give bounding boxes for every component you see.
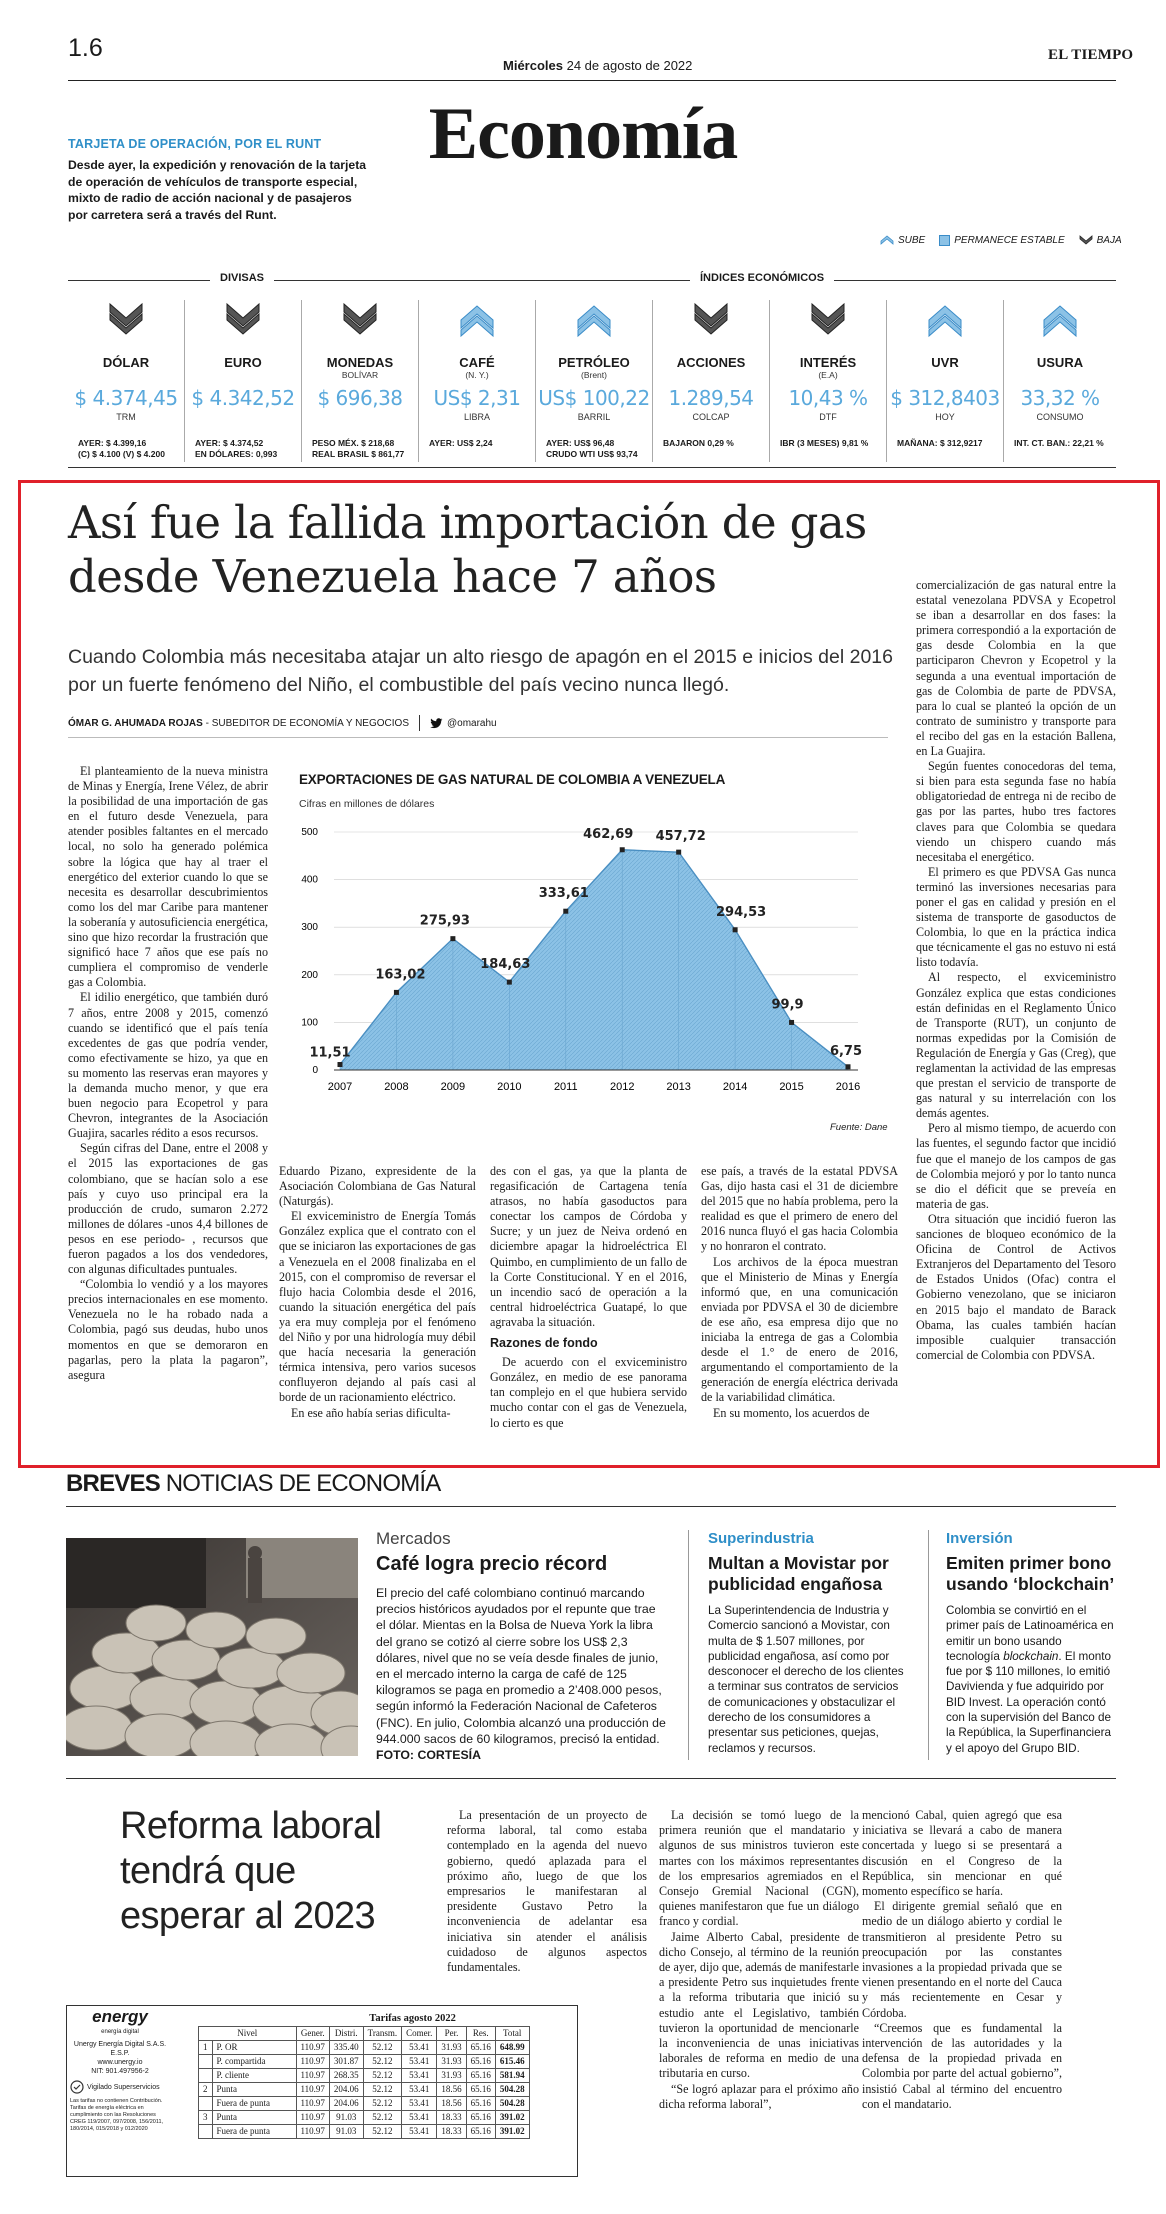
tariff-brand-line: www.unergy.io <box>97 2059 143 2066</box>
tariff-cell: 110.97 <box>296 2082 329 2096</box>
indicator-extra <box>68 438 184 460</box>
col1-paragraph: Según cifras del Dane, entre el 2008 y el 2015 las exportaciones de gas colombiano, que se hacían solo a ese país y cuyo uso principal era la producción de crudo, sumaron 2.272 millones de dólares -unos 4,4 billones de pesos en ese periodo- , recursos que fueron pagados a los dos vendedores, con algunas dificultades puntuales. <box>68 1141 268 1277</box>
breve-3-title: Emiten primer bono usando ‘blockchain’ <box>946 1553 1115 1594</box>
tariff-cell: 581.94 <box>495 2068 529 2082</box>
tariff-cell: 204.06 <box>329 2096 363 2110</box>
col2cont-paragraph: El exviceministro de Energía Tomás González explica que el contrato con el que se iniciaron las exportaciones de gas a Venezuela en el 2008 finalizaba en el 2015, con el compromiso de reversar el flujo hacia Colombia desde el 2016, cuando la situación energética del país ya era muy compleja por el fenómeno del Niño y por una hidrología muy débil que hacía necesaria la generación térmica intensiva, pero varios sucesos confluyeron dejando al país casi al borde de un racionamiento eléctrico. <box>279 1209 476 1405</box>
tariff-cell: 52.12 <box>363 2110 401 2124</box>
tariff-cell: 110.97 <box>296 2054 329 2068</box>
x-tick-label: 2011 <box>553 1081 578 1093</box>
tariff-row <box>199 2124 530 2138</box>
chart-point <box>338 1062 343 1067</box>
x-tick-label: 2015 <box>779 1081 804 1093</box>
indicator-unit: COLCAP <box>692 412 730 422</box>
tariff-label: Fuera de punta <box>212 2124 296 2138</box>
section-title: Economía <box>428 93 738 175</box>
indicator-monedas <box>302 300 419 462</box>
reforma-rule <box>66 1778 1116 1779</box>
col5cont-paragraph: comercialización de gas natural entre la estatal venezolana PDVSA y Ecopetrol se iban a desarrollar en dos fases: la primera correspondió a la exportación de gas desde Colombia en la que participaron Chevron y Ecopetrol y la segunda a una eventual importación de gas de Colombia de parte de PDVSA, para lo cual se planteó la opción de un contrato de suministro y transporte para el recibo del gas en la estación Ballena, en La Guajira. <box>916 578 1116 759</box>
tariff-brand: energy energía digital Unergy Energía Digital S.A.S. E.S.P. www.unergy.io NIT: 901.497956-2 Vigilado Superservicios Las tarifas no contienen Contribución. Tarifas de energía eléctrica en cumplimiento con las Resoluciones CREG 119/2007, 097/2008, 156/2011, 180/2014, 015/2018 y 012/2020 <box>70 2010 170 2133</box>
col4cont-paragraph: ese país, a través de la estatal PDVSA Gas, dijo hasta casi el 31 de diciembre del 2015 que no había problema, pero la realidad es que el primero de enero del 2016 nunca fluyó el gas hacia Colombia y no honraron el contrato. <box>701 1164 898 1254</box>
indicator-name: PETRÓLEO <box>558 355 630 370</box>
data-label: 11,51 <box>309 1045 351 1061</box>
tariff-group: 1 <box>199 2040 213 2054</box>
tariff-brand-line: Unergy Energía Digital S.A.S. E.S.P. <box>73 2041 167 2057</box>
tariff-header: Transm. <box>363 2026 401 2040</box>
chart-point <box>733 927 738 932</box>
chevron-up-icon <box>1040 300 1080 338</box>
indicator-name: CAFÉ <box>459 355 495 370</box>
y-tick-label: 400 <box>301 874 318 886</box>
indicator-extra <box>653 438 769 449</box>
data-label: 462,69 <box>583 826 634 842</box>
indicator-extra-line: PESO MÉX. $ 218,68 <box>312 438 395 448</box>
indicator-unit: DTF <box>819 412 837 422</box>
y-tick-label: 100 <box>301 1017 318 1029</box>
tariff-cell: 391.02 <box>495 2124 529 2138</box>
y-tick-label: 0 <box>312 1065 318 1076</box>
tariff-header: Distri. <box>329 2026 363 2040</box>
twitter-icon <box>430 718 443 729</box>
tariff-title: Tarifas agosto 2022 <box>369 2013 456 2025</box>
indicator-usura <box>1004 300 1116 462</box>
reforma-column-1 <box>447 1808 647 1975</box>
indicator-unit: LIBRA <box>463 412 490 422</box>
tariff-row <box>199 2040 530 2054</box>
breve-2-text: La Superintendencia de Industria y Comercio sancionó a Movistar, con multa de $ 1.507 millones, por publicidad engañosa, así como por desconocer el derecho de los clientes a terminar sus contratos de servicios de comunicaciones y obstaculizar el derecho de los consumidores a presentar sus peticiones, quejas, reclamos y recursos. <box>708 1604 904 1755</box>
rcol2-paragraph: “Se logró aplazar para el próximo año dicha reforma laboral”, <box>659 2081 859 2111</box>
tariff-cell: 53.41 <box>402 2068 437 2082</box>
col1-paragraph: El planteamiento de la nueva ministra de Minas y Energía, Irene Vélez, de abrir la posibilidad de una importación de gas en el futuro desde Venezuela, para atender posibles faltantes en el mercado local, no solo ha generado polémica sobre la lógica que hay al traer el energético del exterior cuando lo que se necesita es desarrollar descubrimientos como los del mar Caribe para mantener la soberanía y autosuficiencia energética, sino que hizo recordar la frustración que significó hace 7 años que ese país no cumpliera el compromiso de venderle gas a Colombia. <box>68 764 268 990</box>
chevron-down-icon <box>223 300 263 338</box>
indicator-sub <box>185 370 301 380</box>
x-tick-label: 2009 <box>440 1081 466 1093</box>
tariff-cell: 53.41 <box>402 2110 437 2124</box>
indicator-extra-line: BAJARON 0,29 % <box>663 438 734 448</box>
tariff-cell: 18.56 <box>437 2096 466 2110</box>
tariff-cell: 335.40 <box>329 2040 363 2054</box>
tariff-group <box>199 2068 213 2082</box>
indicator-extra-line: AYER: $ 4.374,52 <box>195 438 264 448</box>
tariff-cell: 52.12 <box>363 2040 401 2054</box>
indicator-unit: HOY <box>935 412 955 422</box>
chart-point <box>450 936 455 941</box>
breve-3-kicker: Inversión <box>946 1530 1013 1547</box>
tariff-cell: 110.97 <box>296 2068 329 2082</box>
chevron-down-icon <box>691 300 731 338</box>
tariff-cell: 53.41 <box>402 2124 437 2138</box>
breves-rule <box>66 1506 1116 1507</box>
indicator-extra-line: INT. CT. BAN.: 22,21 % <box>1014 438 1104 448</box>
indicator-unit: TRM <box>116 412 136 422</box>
data-label: 457,72 <box>655 829 706 845</box>
article-column-2 <box>279 1164 476 1421</box>
indicator-name: UVR <box>931 355 959 370</box>
tariff-group <box>199 2054 213 2068</box>
tariff-cell: 110.97 <box>296 2124 329 2138</box>
article-column-4 <box>701 1164 898 1421</box>
tariff-label: P. compartida <box>212 2054 296 2068</box>
chart-title: EXPORTACIONES DE GAS NATURAL DE COLOMBIA A VENEZUELA <box>299 772 726 787</box>
tariff-cell: 65.16 <box>466 2054 495 2068</box>
subhead-razones: Razones de fondo <box>490 1336 598 1351</box>
tariff-header: Res. <box>466 2026 495 2040</box>
indicator-name: DÓLAR <box>102 355 150 370</box>
article-column-3 <box>490 1164 687 1431</box>
rcol2-paragraph: La decisión se tomó luego de la primera reunión que el mandatario y algunos de sus ministros tuvieron este martes con los máximos representantes de los empresarios agremiados en el Consejo Gremial Nacional (CGN), quienes manifestaron que fue un diálogo franco y cordial. <box>659 1808 859 1929</box>
rcol3cont-paragraph: El dirigente gremial señaló que en medio de un diálogo abierto y cordial le transmitieron al presidente Petro su preocupación por las constantes invasiones a la propiedad privada que se vienen presentando en el norte del Cauca y más recientemente en Cesar y Córdoba. <box>862 1899 1062 2020</box>
runt-title: TARJETA DE OPERACIÓN, POR EL RUNT <box>68 137 322 151</box>
y-tick-label: 500 <box>301 827 318 838</box>
tariff-cell: 65.16 <box>466 2068 495 2082</box>
col3b-paragraph: De acuerdo con el exviceministro González, en medio de ese panorama tan complejo en el que hubiera servido mucho contar con el gas de Venezuela, lo cierto es que <box>490 1355 687 1430</box>
tariff-cell: 31.93 <box>437 2054 466 2068</box>
rcol2-paragraph: Jaime Alberto Cabal, presidente de dicho Consejo, al término de la reunión de ayer, dijo que, además de manifestarle a presidente Petro sus inquietudes frente a la reforma tributaria que inició su estudio ante el Legislativo, también tuvieron la oportunidad de mencionarle la inconveniencia de unas iniciativas laborales de reforma en medio de una tributaria en curso. <box>659 1929 859 2081</box>
tariff-cell: 204.06 <box>329 2082 363 2096</box>
tariff-row <box>199 2068 530 2082</box>
tariff-label: P. OR <box>212 2040 296 2054</box>
indicator-value: US$ 100,22 <box>538 386 650 410</box>
indicator-cafe <box>419 300 536 462</box>
indicator-extra-line: AYER: $ 4.399,16 <box>78 438 147 448</box>
header-rule <box>68 80 1116 81</box>
byline-rule <box>68 737 888 738</box>
indicator-extra-line: AYER: US$ 96,48 <box>546 438 615 448</box>
byline-separator <box>419 715 420 731</box>
tariff-row <box>199 2110 530 2124</box>
x-tick-label: 2012 <box>609 1081 635 1093</box>
tariff-cell: 110.97 <box>296 2110 329 2124</box>
col2cont-paragraph: En ese año había serias dificulta- <box>291 1405 451 1420</box>
tariff-header: Gener. <box>296 2026 329 2040</box>
col2cont-paragraph: Eduardo Pizano, expresidente de la Asociación Colombiana de Gas Natural (Naturgás). <box>279 1164 476 1209</box>
brand-logo[interactable]: EL TIEMPO <box>1048 47 1134 63</box>
indicator-sub <box>1004 370 1116 380</box>
indicator-extra-line: AYER: US$ 2,24 <box>429 438 493 448</box>
indicator-dolar <box>68 300 185 462</box>
date-day: Miércoles <box>503 58 563 73</box>
indicator-extra-line: (C) $ 4.100 (V) $ 4.200 <box>78 449 165 459</box>
indicator-name: ACCIONES <box>676 355 746 370</box>
tariff-cell: 65.16 <box>466 2110 495 2124</box>
y-tick-label: 200 <box>301 969 318 981</box>
tariff-cell: 53.41 <box>402 2040 437 2054</box>
breve-1-text: El precio del café colombiano continuó marcando precios históricos ayudados por el repunte que trae el dólar. Mientas en la Bolsa de Nueva York la libra del grano se cotizó al cierre sobre los US$ 2,3 dólares, nivel que no se veía desde finales de junio, en el mercado interno la carga de café de 125 kilogramos se paga en promedio a 2’408.000 pesos, según informó la Federación Nacional de Cafeteros (FNC). En julio, Colombia alcanzó una producción de 944.000 sacos de 60 kilogramos, precisó la entidad. FOTO: CORTESÍA <box>376 1586 666 1763</box>
data-label: 275,93 <box>419 913 470 929</box>
indicator-value: $ 4.374,45 <box>74 386 178 410</box>
tariff-cell: 648.99 <box>495 2040 529 2054</box>
article-deck: Cuando Colombia más necesitaba atajar un alto riesgo de apagón en el 2015 e inicios del 2016 por un fuerte fenómeno del Niño, el combustible del país vecino nunca llegó. <box>68 646 893 696</box>
indicator-unit: BARRIL <box>577 412 611 422</box>
indicator-uvr <box>887 300 1004 462</box>
chart-subtitle: Cifras en millones de dólares <box>299 798 435 810</box>
superservicios-icon <box>70 2080 84 2094</box>
tariff-cell: 65.16 <box>466 2082 495 2096</box>
indicator-name: INTERÉS <box>799 355 857 370</box>
tariff-cell: 18.33 <box>437 2124 466 2138</box>
chevron-up-icon <box>574 300 614 338</box>
legend-up: SUBE <box>880 234 925 246</box>
col1-paragraph: “Colombia lo vendió y a los mayores precios internacionales en ese momento. Venezuela no le ha robado nada a Colombia, pagó sus deudas, hubo unos momentos en que se demoraron en pagarlas, pero la plata la pagaron”, asegura <box>68 1277 268 1382</box>
col1-paragraph: El idilio energético, que también duró 7 años, entre 2008 y 2015, comenzó cuando se identificó que el país tenía excedentes de gas que podría vender, como efectivamente se hizo, ya que en su momento las reservas eran mayores y la demanda mucho menor, y que era buen negocio para Ecopetrol y para Chevron, integrantes de la Asociación Guajira, sacarles rédito a esos recursos. <box>68 990 268 1141</box>
indicator-acciones <box>653 300 770 462</box>
chevron-down-icon <box>106 300 146 338</box>
tariff-cell: 615.46 <box>495 2054 529 2068</box>
tariff-row <box>199 2096 530 2110</box>
tariff-label: Punta <box>212 2082 296 2096</box>
indicator-name: EURO <box>224 355 262 370</box>
indicator-unit: CONSUMO <box>1036 412 1084 422</box>
indicator-interes <box>770 300 887 462</box>
indicator-legend <box>880 234 1122 246</box>
chart-point <box>789 1020 794 1025</box>
indicator-name: MONEDAS <box>326 355 394 370</box>
indicator-sub <box>653 370 769 380</box>
tariff-cell: 52.12 <box>363 2124 401 2138</box>
reforma-column-2 <box>659 1808 859 2112</box>
column-3-text <box>490 1164 687 1330</box>
x-tick-label: 2010 <box>497 1081 522 1093</box>
indicator-value: 10,43 % <box>788 386 868 410</box>
indicator-sub: (N. Y.) <box>465 370 489 380</box>
chart-point <box>846 1064 851 1069</box>
col5cont-paragraph: Al respecto, el exviceministro González explica que estas condiciones están definidas en el Reglamento Único de Transporte (RUT), un conjunto de normas expedidas por la Comisión de Regulación de Energía y Gas (Creg), que reglamentan la actividad de las empresas que prestan el servicio de transporte de gas natural y su interrelación con los demás agentes. <box>916 970 1116 1121</box>
indicator-value: $ 312,8403 <box>890 386 1000 410</box>
author-role: - SUBEDITOR DE ECONOMÍA Y NEGOCIOS <box>205 717 409 729</box>
tariff-cell: 65.16 <box>466 2040 495 2054</box>
chevron-up-icon <box>880 234 894 246</box>
tariff-cell: 52.12 <box>363 2082 401 2096</box>
rcol1-paragraph: La presentación de un proyecto de reforma laboral, tal como estaba contemplado en la agenda del nuevo gobierno, quedó aplazada para el próximo año, luego de que los empresarios le manifestaran al presidente Gustavo Petro la inconveniencia de adelantar esa iniciativa sin atender el análisis cuidadoso de algunos aspectos fundamentales. <box>447 1808 647 1975</box>
indicator-extra-line: REAL BRASIL $ 861,77 <box>312 449 405 459</box>
indicator-euro <box>185 300 302 462</box>
indicator-sub: (Brent) <box>581 370 607 380</box>
tariff-cell: 110.97 <box>296 2096 329 2110</box>
breves-heading: BREVES NOTICIAS DE ECONOMÍA <box>66 1470 441 1497</box>
tariff-cell: 31.93 <box>437 2040 466 2054</box>
x-tick-label: 2013 <box>666 1081 691 1093</box>
tariff-cell: 52.12 <box>363 2068 401 2082</box>
byline <box>68 715 497 731</box>
data-label: 184,63 <box>480 957 531 973</box>
tariff-cell: 31.93 <box>437 2068 466 2082</box>
indicator-extra-line: MAÑANA: $ 312,9217 <box>897 438 983 448</box>
indicator-extra <box>1004 438 1116 449</box>
indicator-extra <box>770 438 886 449</box>
tariff-cell: 91.03 <box>329 2110 363 2124</box>
tariff-table <box>198 2012 530 2139</box>
indicators-bottom-rule <box>68 467 1116 468</box>
tariff-cell: 301.87 <box>329 2054 363 2068</box>
indicator-sub: BOLÍVAR <box>341 370 379 380</box>
chevron-down-icon <box>1079 234 1093 246</box>
tariff-row <box>199 2054 530 2068</box>
legend-stable: PERMANECE ESTABLE <box>939 235 1064 246</box>
coffee-sacks-photo <box>66 1538 358 1756</box>
group-indices: ÍNDICES ECONÓMICOS <box>690 272 834 284</box>
tariff-group: 2 <box>199 2082 213 2096</box>
chart-point <box>507 980 512 985</box>
date-rest: 24 de agosto de 2022 <box>566 58 693 73</box>
reforma-headline: Reforma laboral tendrá que esperar al 2023 <box>120 1805 382 1937</box>
tariff-cell: 18.56 <box>437 2082 466 2096</box>
data-label: 99,9 <box>771 997 804 1013</box>
tariff-header: Nivel <box>199 2026 297 2040</box>
tariff-cell: 52.12 <box>363 2096 401 2110</box>
chevron-down-icon <box>808 300 848 338</box>
tariff-cell: 53.41 <box>402 2096 437 2110</box>
data-label: 333,61 <box>538 886 589 902</box>
tariff-cell: 268.35 <box>329 2068 363 2082</box>
breve-1-title: Café logra precio récord <box>376 1553 608 1575</box>
chart-point <box>394 990 399 995</box>
twitter-handle[interactable]: @omarahu <box>430 718 497 729</box>
data-label: 6,75 <box>829 1043 863 1059</box>
indicator-value: 33,32 % <box>1020 386 1100 410</box>
chart-point <box>563 909 568 914</box>
indicator-extra <box>185 438 301 460</box>
indicator-value: $ 696,38 <box>317 386 403 410</box>
runt-text: Desde ayer, la expedición y renovación de la tarjeta de operación de vehículos de transporte especial, mixto de radio de acción nacional y de pasajeros por carretera será a través del Runt. <box>68 158 367 222</box>
article-column-1 <box>68 764 268 1383</box>
indicator-extra-line: CRUDO WTI US$ 93,74 <box>546 449 638 459</box>
tariff-header: Comer. <box>402 2026 437 2040</box>
rcol3cont-paragraph: “Creemos que es fundamental la intervención de las autoridades y la defensa de la propiedad privada en Colombia por parte del actual gobierno”, insistió Cabal al término del encuentro con el mandatario. <box>862 2020 1062 2111</box>
tariff-cell: 53.41 <box>402 2054 437 2068</box>
data-label: 163,02 <box>375 967 426 983</box>
tariff-note: Las tarifas no contienen Contribución. Tarifas de energía eléctrica en cumplimiento con las Resoluciones CREG 119/2007, 097/2008, 156/2011, 180/2014, 015/2018 y 012/2020 <box>70 2098 164 2132</box>
indicator-name: USURA <box>1036 355 1084 370</box>
indicator-extra-line: EN DÓLARES: 0,993 <box>195 449 278 459</box>
unergy-logo: energy <box>92 2007 148 2026</box>
tariff-label: P. cliente <box>212 2068 296 2082</box>
x-tick-label: 2008 <box>384 1081 409 1093</box>
tariff-group <box>199 2124 213 2138</box>
gas-exports-chart <box>288 814 888 1114</box>
column-3-text-b <box>490 1355 687 1430</box>
breve-2-kicker: Superindustria <box>708 1530 814 1547</box>
article-headline: Así fue la fallida importación de gas desde Venezuela hace 7 años <box>68 496 867 603</box>
indicator-sub <box>887 370 1003 380</box>
tariff-cell: 504.28 <box>495 2082 529 2096</box>
y-tick-label: 300 <box>301 922 318 934</box>
article-column-5 <box>916 578 1116 1363</box>
tariff-cell: 53.41 <box>402 2082 437 2096</box>
rcol3cont-paragraph: mencionó Cabal, quien agregó que esa iniciativa se llevará a cabo de manera concertada y luego si se presentará a discusión en el Congreso de la República, sin mencionar en qué momento específico se haría. <box>862 1808 1062 1899</box>
chart-source: Fuente: Dane <box>830 1122 888 1133</box>
square-icon <box>939 235 950 246</box>
tariff-group: 3 <box>199 2110 213 2124</box>
chart-point <box>676 850 681 855</box>
tariff-label: Fuera de punta <box>212 2096 296 2110</box>
breves-divider-2 <box>928 1530 929 1760</box>
tariff-brand-line: NIT: 901.497956-2 <box>91 2068 149 2075</box>
tariff-header: Total <box>495 2026 529 2040</box>
col4cont-paragraph: Los archivos de la época muestran que el Ministerio de Minas y Energía informó que, en una comunicación enviada por PDVSA el 30 de diciembre de ese año, esa empresa dijo que no iniciaba la entrega de gas a Colombia desde el 1.° de enero de 2016, argumentando el comportamiento de la generación de energía eléctrica derivada de la variabilidad climática. <box>701 1254 898 1405</box>
indicator-extra <box>302 438 418 460</box>
legend-down: BAJA <box>1079 234 1122 246</box>
breve-3-text: Colombia se convirtió en el primer país de Latinoamérica en emitir un bono usando tecnología blockchain. El monto fue por $ 110 millones, lo emitió Davivienda y fue adquirido por BID Invest. La operación contó con la supervisión del Banco de la República, la Superfinanciera y el apoyo del Grupo BID. <box>946 1604 1114 1755</box>
indicator-value: US$ 2,31 <box>433 386 521 410</box>
tariff-cell: 18.33 <box>437 2110 466 2124</box>
tariff-cell: 65.16 <box>466 2124 495 2138</box>
date-line <box>503 58 692 73</box>
author-name: ÓMAR G. AHUMADA ROJAS <box>68 717 203 729</box>
chart-area <box>340 850 848 1070</box>
chevron-down-icon <box>340 300 380 338</box>
indicator-extra <box>887 438 1003 449</box>
tariff-label: Punta <box>212 2110 296 2124</box>
photo-credit: FOTO: CORTESÍA <box>376 1748 481 1763</box>
breve-1-kicker: Mercados <box>376 1529 451 1548</box>
indicator-extra <box>536 438 652 460</box>
chart-point <box>620 847 625 852</box>
x-tick-label: 2014 <box>722 1081 748 1093</box>
tariff-cell: 52.12 <box>363 2054 401 2068</box>
indicator-extra <box>419 438 535 449</box>
col4cont-paragraph: En su momento, los acuerdos de <box>713 1405 870 1420</box>
tariff-cell: 91.03 <box>329 2124 363 2138</box>
tariff-cell: 65.16 <box>466 2096 495 2110</box>
vigilado-badge: Vigilado Superservicios <box>70 2080 170 2094</box>
indicator-petroleo <box>536 300 653 462</box>
tariff-cell: 110.97 <box>296 2040 329 2054</box>
chevron-up-icon <box>457 300 497 338</box>
reforma-column-3 <box>862 1808 1062 2112</box>
breves-divider-1 <box>688 1530 689 1760</box>
col5cont-paragraph: Según fuentes conocedoras del tema, si bien para esta segunda fase no había obligatoriedad de entrega ni de recibo de gas por las partes, hubo tres factores claves para que Colombia se quedara viendo un chispero cuando más necesitaba el energético. <box>916 759 1116 864</box>
tariff-group <box>199 2096 213 2110</box>
tariff-row <box>199 2082 530 2096</box>
tariff-cell: 504.28 <box>495 2096 529 2110</box>
breve-2-title: Multan a Movistar por publicidad engañosa <box>708 1553 889 1594</box>
col5cont-paragraph: Pero al mismo tiempo, de acuerdo con las fuentes, el segundo factor que incidió fue que el manejo de los campos de gas de Colombia mejoró y por lo tanto nunca se dio el déficit que se preveía en materia de gas. <box>916 1121 1116 1211</box>
group-divisas: DIVISAS <box>210 272 274 284</box>
col5cont-paragraph: El primero es que PDVSA Gas nunca terminó las inversiones necesarias para poner el gas en calidad y presión en el sistema de transporte de gasoductos de Colombia, lo que en la práctica indica que técnicamente el gas no estuvo ni está listo todavía. <box>916 864 1116 970</box>
tariff-header: Per. <box>437 2026 466 2040</box>
page-number: 1.6 <box>68 34 103 62</box>
indicator-sub: (E.A) <box>818 370 838 380</box>
chevron-up-icon <box>925 300 965 338</box>
x-tick-label: 2007 <box>327 1081 353 1093</box>
col5cont-paragraph: Otra situación que incidió fueron las sanciones de bloqueo económico de la Oficina de Control de Activos Extranjeros del Departamento del Tesoro de Estados Unidos (Ofac) contra el Gobierno venezolano, que se iniciaron en 2015 bajo el mandato de Barack Obama, las cuales también hacían imposible cualquier transacción comercial de Colombia con PDVSA. <box>916 1211 1116 1362</box>
indicator-value: $ 4.342,52 <box>191 386 295 410</box>
x-tick-label: 2016 <box>835 1081 861 1093</box>
tariff-cell: 391.02 <box>495 2110 529 2124</box>
col3cont-paragraph: des con el gas, ya que la planta de regasificación de Cartagena tenía atrasos, no había gasoductos para conectar los campos de Córdoba y Sucre; y un juez de Neiva ordenó en diciembre apagar la hidroeléctrica El Quimbo, en cumplimiento de un fallo de la Corte Constitucional. Y en el 2016, un incendio sacó de operación a la central hidroeléctrica Guatapé, lo que agravaba la situación. <box>490 1164 687 1329</box>
indicator-sub <box>68 370 184 380</box>
indicator-value: 1.289,54 <box>668 386 754 410</box>
indicator-extra-line: IBR (3 MESES) 9,81 % <box>780 438 869 448</box>
data-label: 294,53 <box>716 904 767 920</box>
